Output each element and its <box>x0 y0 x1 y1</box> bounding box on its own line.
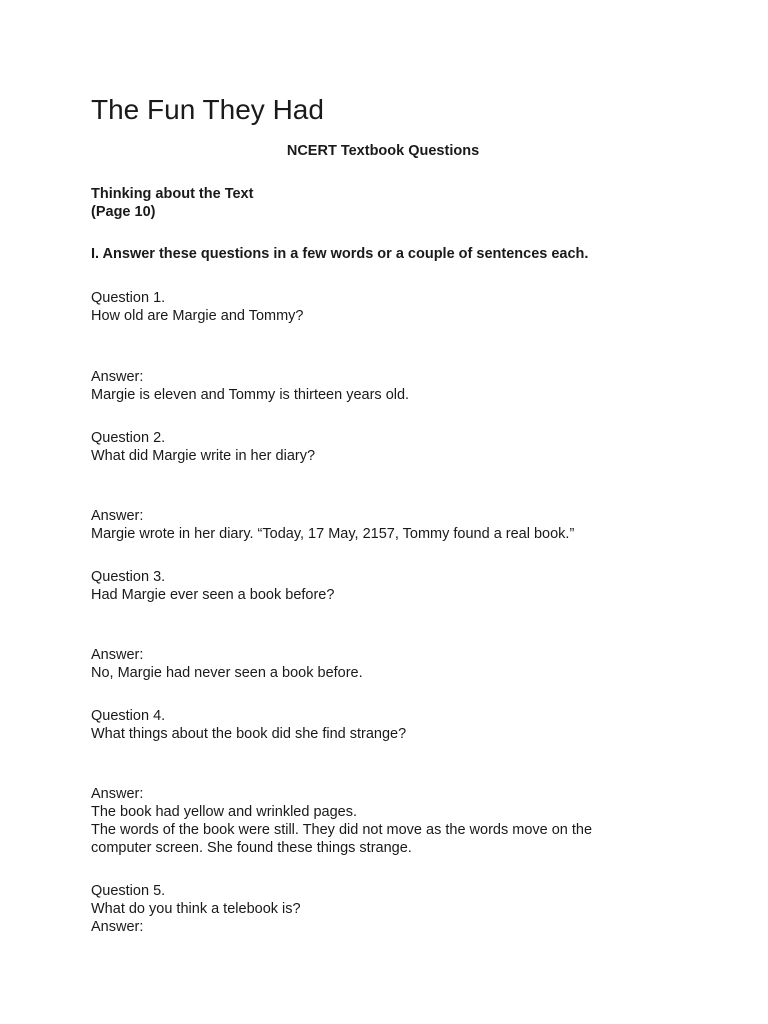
document-subtitle: NCERT Textbook Questions <box>286 143 480 159</box>
answer-label: Answer: <box>91 919 144 935</box>
answer-text: Margie wrote in her diary. “Today, 17 May, 2157, Tommy found a real book.” <box>91 526 575 542</box>
answer-label: Answer: <box>91 786 144 802</box>
question-text: What do you think a telebook is? <box>91 901 301 917</box>
question-block-3 <box>91 568 334 604</box>
section-heading <box>91 185 253 221</box>
question-label: Question 2. <box>91 430 166 446</box>
question-label: Question 4. <box>91 708 166 724</box>
document-title: The Fun They Had <box>91 94 324 125</box>
answer-text: The book had yellow and wrinkled pages. <box>91 804 357 820</box>
answer-block-1 <box>91 368 409 404</box>
answer-block-2 <box>91 507 574 543</box>
answer-label: Answer: <box>91 647 144 663</box>
question-block-4 <box>91 707 406 743</box>
answer-text: The words of the book were still. They did not move as the words move on the <box>91 822 593 838</box>
question-text: How old are Margie and Tommy? <box>91 308 304 324</box>
answer-text: computer screen. She found these things strange. <box>91 840 412 856</box>
answer-block-3 <box>91 646 363 682</box>
question-label: Question 3. <box>91 569 166 585</box>
instruction-text: I. Answer these questions in a few words or a couple of sentences each. <box>91 246 589 262</box>
answer-text: Margie is eleven and Tommy is thirteen years old. <box>91 387 410 403</box>
answer-block-4 <box>91 785 592 857</box>
answer-text: No, Margie had never seen a book before. <box>91 665 363 681</box>
section-heading-page: (Page 10) <box>91 204 156 220</box>
answer-label: Answer: <box>91 508 144 524</box>
question-label: Question 5. <box>91 883 166 899</box>
question-block-2 <box>91 429 315 465</box>
question-label: Question 1. <box>91 290 166 306</box>
question-block-1 <box>91 289 304 325</box>
question-text: What did Margie write in her diary? <box>91 448 316 464</box>
section-heading-title: Thinking about the Text <box>91 186 254 202</box>
answer-label: Answer: <box>91 369 144 385</box>
question-text: Had Margie ever seen a book before? <box>91 587 335 603</box>
question-text: What things about the book did she find strange? <box>91 726 407 742</box>
question-block-5 <box>91 882 301 936</box>
